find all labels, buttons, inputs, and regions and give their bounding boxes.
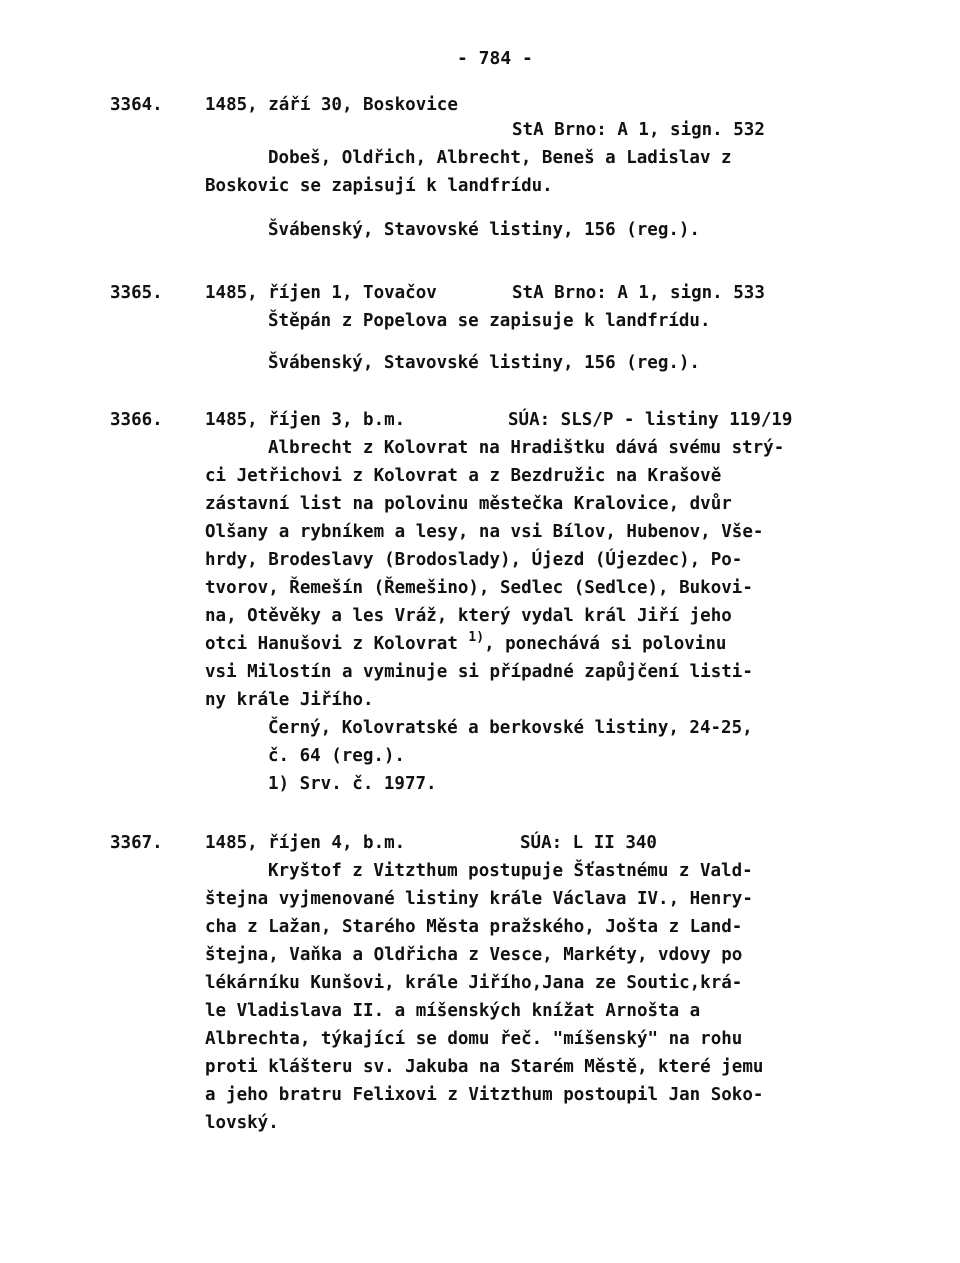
entry-date-place: 1485, říjen 3, b.m. bbox=[205, 410, 406, 430]
text-segment: otci Hanušovi z Kolovrat bbox=[205, 634, 469, 654]
entry-text-line: a jeho bratru Felixovi z Vitzthum postoupil Jan Soko- bbox=[205, 1085, 764, 1105]
entry-text-line: Albrecht z Kolovrat na Hradištku dává svému strý- bbox=[268, 438, 785, 458]
entry-text-line: le Vladislava II. a míšenských knížat Arnošta a bbox=[205, 1001, 701, 1021]
entry-date-place: 1485, říjen 4, b.m. bbox=[205, 833, 406, 853]
entry-literature: Švábenský, Stavovské listiny, 156 (reg.). bbox=[268, 220, 700, 240]
entry-text-line: Albrechta, týkající se domu řeč. "míšenský" na rohu bbox=[205, 1029, 743, 1049]
entry-text-line: na, Otěvěky a les Vráž, který vydal král Jiří jeho bbox=[205, 606, 732, 626]
entry-text-line bbox=[205, 630, 727, 654]
entry-text-line: tvorov, Řemešín (Řemešino), Sedlec (Sedlce), Bukovi- bbox=[205, 578, 753, 598]
entry-footnote: 1) Srv. č. 1977. bbox=[268, 774, 437, 794]
entry-literature: č. 64 (reg.). bbox=[268, 746, 405, 766]
entry-archive-ref: StA Brno: A 1, sign. 532 bbox=[512, 120, 765, 140]
entry-text-line: Kryštof z Vitzthum postupuje Šťastnému z Vald- bbox=[268, 861, 753, 881]
entry-text-line: Štěpán z Popelova se zapisuje k landfrídu. bbox=[268, 311, 711, 331]
footnote-marker: 1) bbox=[468, 630, 485, 645]
entry-text-line: lovský. bbox=[205, 1113, 279, 1133]
entry-number: 3364. bbox=[110, 95, 163, 115]
entry-text-line: štejna vyjmenované listiny krále Václava IV., Henry- bbox=[205, 889, 753, 909]
entry-text-line: ny krále Jiřího. bbox=[205, 690, 374, 710]
entry-archive-ref: SÚA: SLS/P - listiny 119/19 bbox=[508, 410, 793, 430]
entry-text-line: proti klášteru sv. Jakuba na Starém Městě, které jemu bbox=[205, 1057, 764, 1077]
entry-text-line: zástavní list na polovinu městečka Kralovice, dvůr bbox=[205, 494, 732, 514]
entry-text-line: štejna, Vaňka a Oldřicha z Vesce, Markéty, vdovy po bbox=[205, 945, 743, 965]
entry-date-place: 1485, září 30, Boskovice bbox=[205, 95, 458, 115]
entry-text-line: vsi Milostín a vyminuje si případné zapůjčení listi- bbox=[205, 662, 753, 682]
entry-text-line: Olšany a rybníkem a lesy, na vsi Bílov, Hubenov, Vše- bbox=[205, 522, 764, 542]
entry-literature: Černý, Kolovratské a berkovské listiny, 24-25, bbox=[268, 718, 753, 738]
text-segment: , ponechává si polovinu bbox=[484, 634, 727, 654]
entry-literature: Švábenský, Stavovské listiny, 156 (reg.). bbox=[268, 353, 700, 373]
entry-archive-ref: StA Brno: A 1, sign. 533 bbox=[512, 283, 765, 303]
entry-text-line: cha z Lažan, Starého Města pražského, Jošta z Land- bbox=[205, 917, 743, 937]
entry-number: 3367. bbox=[110, 833, 163, 853]
entry-text-line: Dobeš, Oldřich, Albrecht, Beneš a Ladislav z bbox=[268, 148, 732, 168]
entry-text-line: lékárníku Kunšovi, krále Jiřího,Jana ze Soutic,krá- bbox=[205, 973, 743, 993]
entry-archive-ref: SÚA: L II 340 bbox=[520, 833, 657, 853]
entry-date-place: 1485, říjen 1, Tovačov bbox=[205, 283, 437, 303]
entry-text-line: ci Jetřichovi z Kolovrat a z Bezdružic na Krašově bbox=[205, 466, 722, 486]
page-number: - 784 - bbox=[457, 48, 533, 69]
entry-number: 3366. bbox=[110, 410, 163, 430]
entry-number: 3365. bbox=[110, 283, 163, 303]
entry-text-line: hrdy, Brodeslavy (Brodoslady), Újezd (Újezdec), Po- bbox=[205, 550, 743, 570]
entry-text-line: Boskovic se zapisují k landfrídu. bbox=[205, 176, 553, 196]
